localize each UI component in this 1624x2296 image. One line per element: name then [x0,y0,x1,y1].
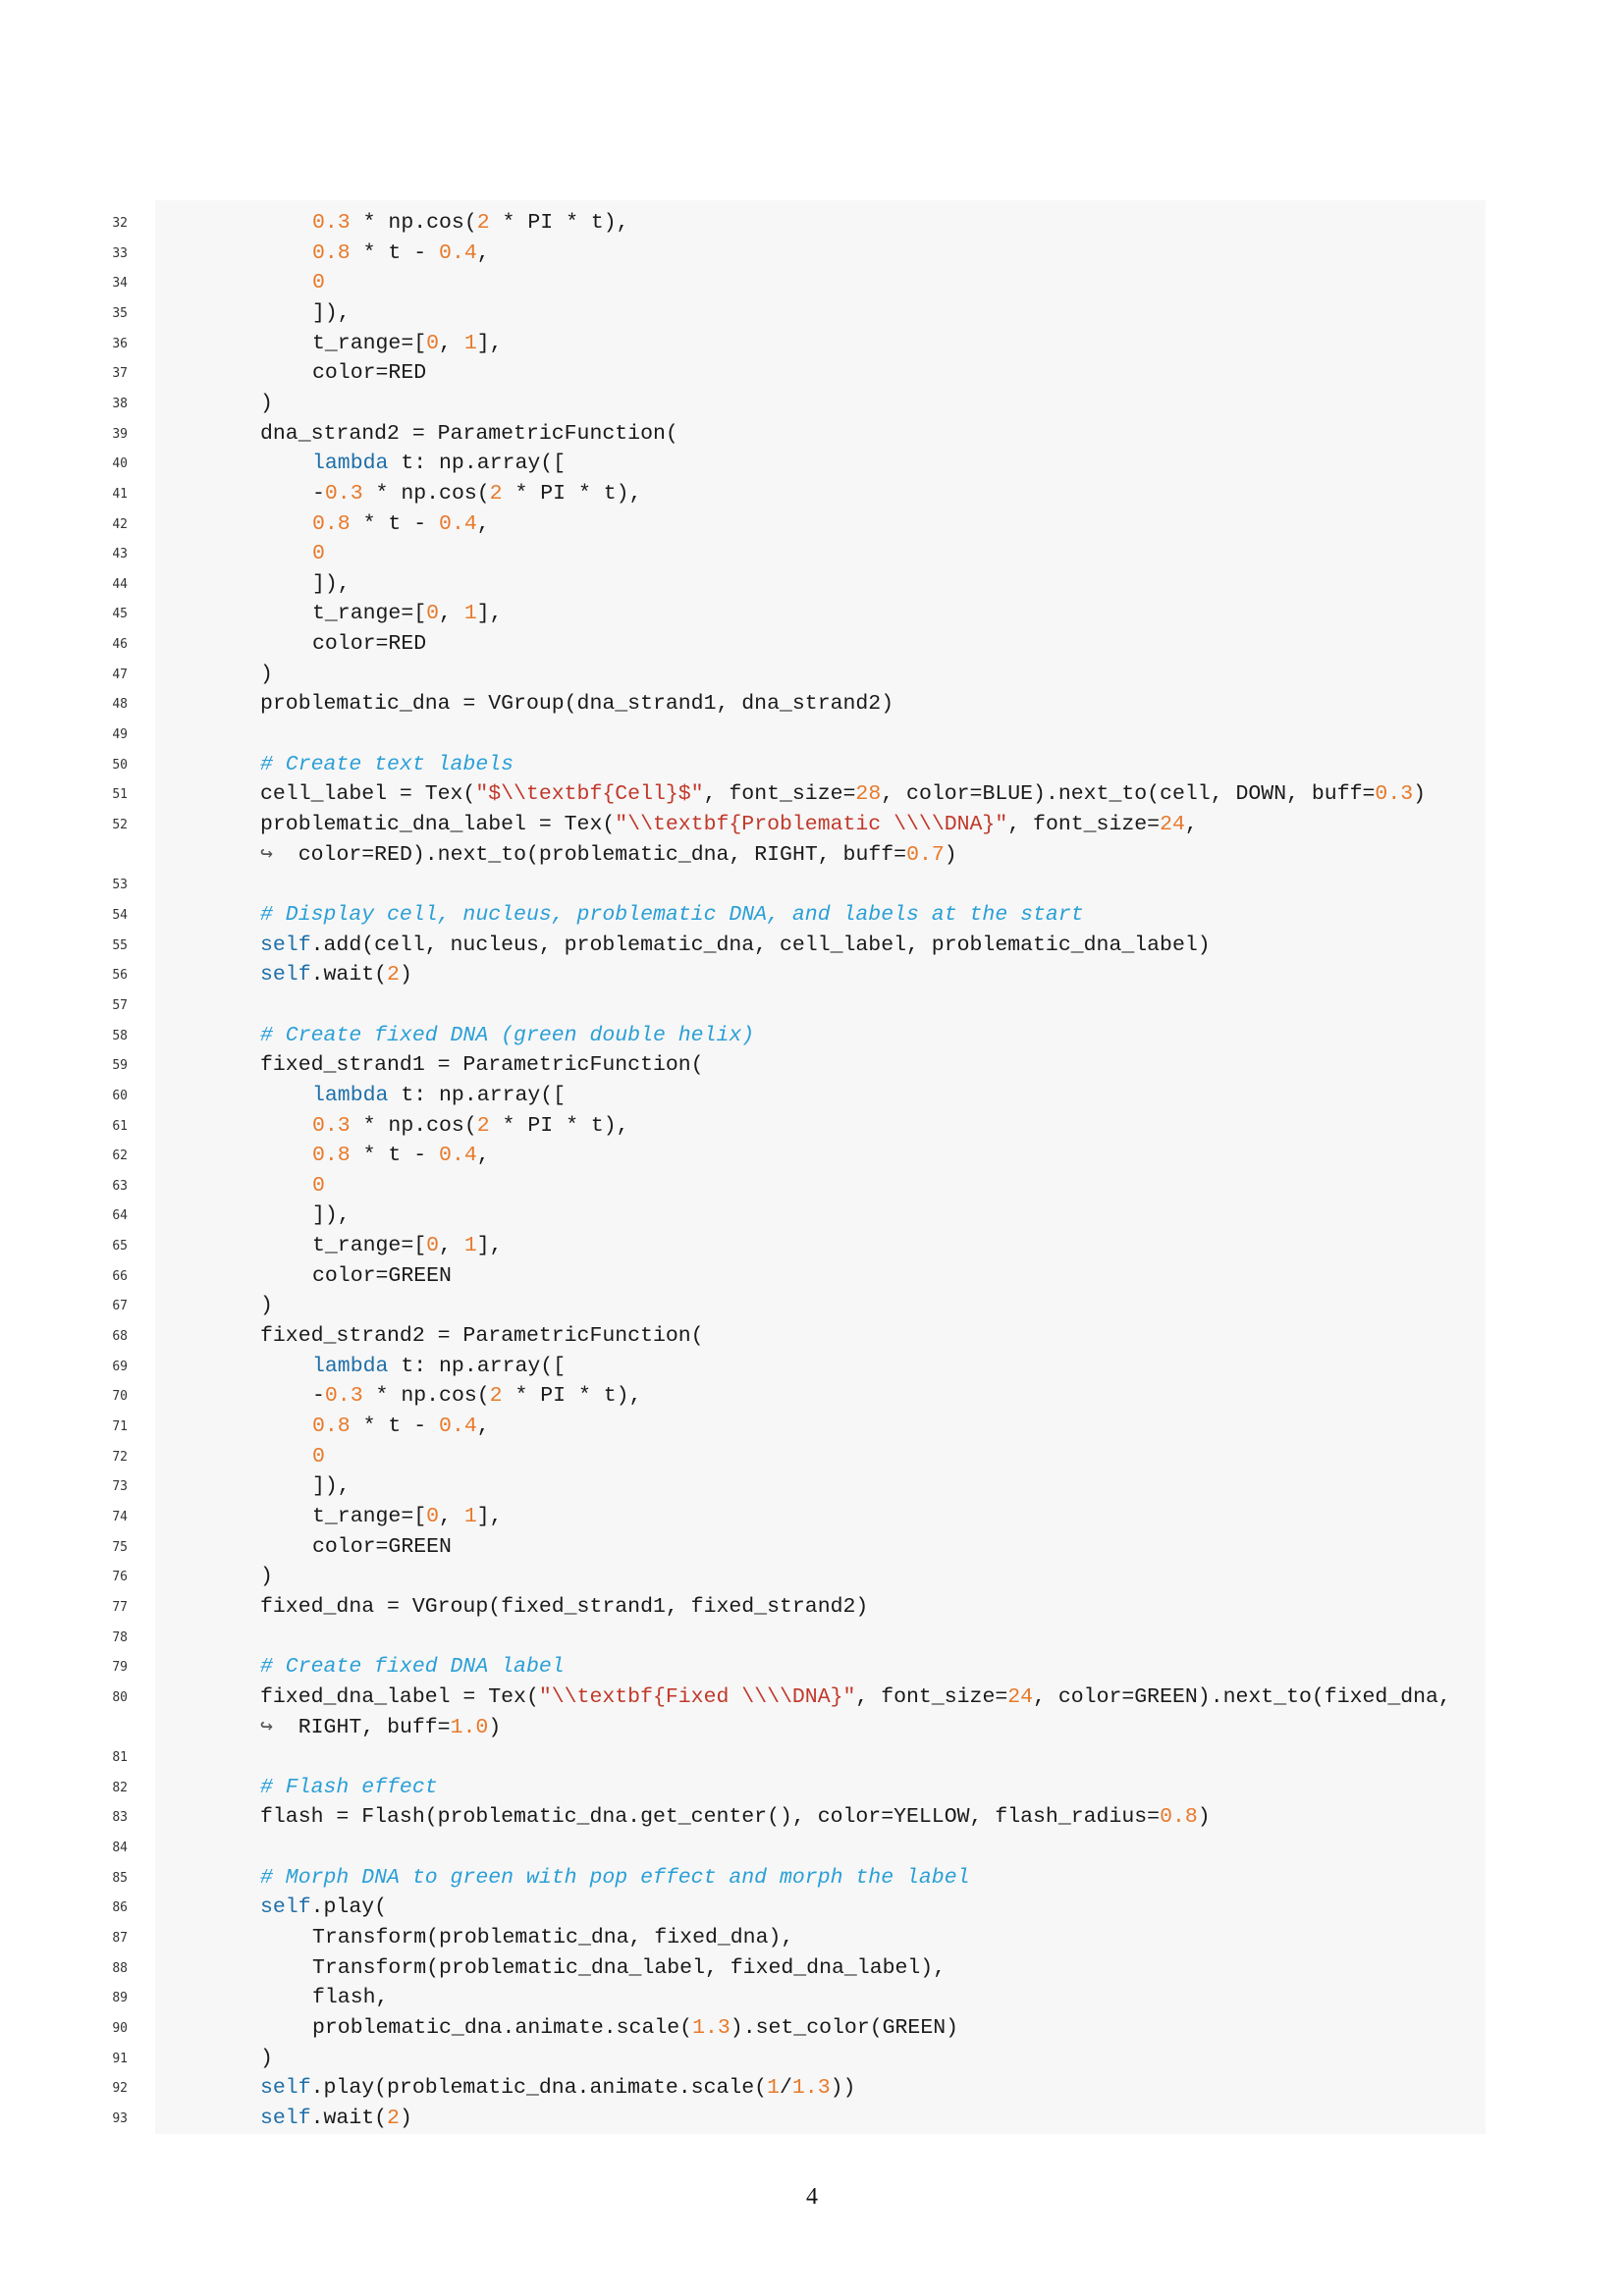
code-text: , font_size= [703,782,856,807]
code-keyword: lambda [312,1354,389,1378]
code-text: , font_size= [1007,813,1161,836]
code-number: 0 [312,1444,325,1468]
code-text: , [476,511,490,536]
code-text: , [1184,813,1198,836]
code-text: problematic_dna = VGroup(dna_strand1, dna_strand2) [260,692,894,717]
line-number: 69 [112,1359,128,1374]
code-text: ) [260,662,273,686]
code-text: * np.cos( [362,481,490,506]
line-number: 64 [112,1208,128,1224]
code-text: * t - [350,1415,440,1438]
code-number: 0 [426,331,440,355]
code-number: 24 [1007,1684,1034,1709]
line-number: 71 [112,1419,128,1434]
code-text: ) [399,2106,412,2130]
code-text: , color=BLUE).next_to(cell, DOWN, buff= [881,782,1376,807]
code-text: t_range=[ [312,1234,427,1258]
code-text: ) [260,1565,273,1589]
code-number: 28 [855,782,882,807]
code-line [260,900,1084,930]
code-text: .add(cell, nucleus, problematic_dna, cell_label, problematic_dna_label) [310,933,1211,957]
code-line [260,960,412,989]
code-text: * PI * t), [489,211,629,235]
code-text: , color=GREEN).next_to(fixed_dna, [1033,1684,1451,1709]
code-line [260,1562,273,1591]
code-text: color=RED [312,361,427,386]
code-line [312,1231,503,1260]
code-line [260,1682,1451,1712]
code-string: "$\\textbf{Cell}$" [475,782,704,807]
code-line [260,750,514,779]
code-number: 1 [767,2076,780,2101]
code-keyword: lambda [312,1083,389,1107]
code-text: t_range=[ [312,1504,427,1528]
code-number: 1.3 [692,2016,731,2040]
code-text: ]), [312,1474,351,1499]
line-number: 59 [112,1058,128,1074]
code-line [312,1923,793,1952]
code-text: ]), [312,300,351,325]
line-number: 84 [112,1841,128,1856]
code-text: t: np.array([ [388,1354,567,1378]
code-line [260,810,1198,839]
line-number: 82 [112,1780,128,1795]
code-text: fixed_dna_label = Tex( [260,1684,539,1709]
code-number: 0.3 [1375,782,1414,807]
code-line [312,1502,503,1531]
code-number: 0 [312,1173,325,1198]
code-text: color=GREEN [312,1534,452,1559]
code-line [260,689,893,719]
code-line [312,569,351,599]
code-text: * PI * t), [489,1113,629,1138]
line-number: 55 [112,937,128,953]
code-text: color=RED).next_to(problematic_dna, RIGHT, buff= [272,842,907,867]
line-number: 53 [112,878,128,893]
code-keyword: self [260,933,311,957]
code-line [312,449,566,478]
code-text: ]), [312,1203,351,1228]
line-wrap-arrow: ↪ [260,1715,273,1739]
code-line [260,779,1426,809]
code-line [260,1592,868,1622]
code-text: Transform(problematic_dna_label, fixed_dna_label), [312,1955,947,1980]
code-number: 1.0 [450,1715,489,1739]
code-line [312,629,426,659]
code-number: 2 [489,481,503,506]
line-number: 46 [112,637,128,653]
line-wrap-arrow: ↪ [260,842,273,867]
line-number: 47 [112,667,128,682]
code-number: 0.4 [439,511,477,536]
code-number: 2 [476,211,490,235]
line-number: 83 [112,1810,128,1826]
line-number: 57 [112,997,128,1013]
line-number: 67 [112,1299,128,1314]
code-text: - [312,1384,325,1409]
code-line [312,1532,452,1562]
code-line [312,1111,629,1141]
code-number: 2 [476,1113,490,1138]
line-number: 85 [112,1870,128,1886]
line-number: 42 [112,516,128,532]
code-text: problematic_dna_label = Tex( [260,813,616,836]
code-number: 0.8 [312,240,351,265]
code-line [312,1352,566,1381]
code-text: ], [476,602,503,626]
code-number: 0.4 [439,1144,477,1168]
line-number: 49 [112,727,128,743]
code-comment: # Flash effect [260,1775,438,1799]
code-line [312,509,490,539]
code-text: * t - [350,240,440,265]
code-line [260,1863,970,1893]
code-comment: # Morph DNA to green with pop effect and morph the label [260,1865,970,1890]
line-number: 58 [112,1028,128,1043]
code-line [260,660,273,689]
line-number: 37 [112,366,128,382]
line-number: 33 [112,245,128,261]
code-text: , [476,240,490,265]
line-number: 73 [112,1479,128,1495]
code-text: dna_strand2 = ParametricFunction( [260,421,678,446]
code-text: fixed_strand1 = ParametricFunction( [260,1053,704,1078]
code-text: ) [399,963,412,988]
code-text: , [476,1144,490,1168]
code-number: 0.4 [439,1415,477,1438]
code-line [312,208,629,238]
code-line [260,840,957,870]
code-number: 0.8 [312,511,351,536]
code-text: ], [476,1234,503,1258]
code-line [312,1953,946,1983]
code-line [260,1713,501,1742]
code-line [260,2073,855,2103]
code-number: 0 [312,542,325,566]
code-line [312,1081,566,1110]
line-number: 72 [112,1449,128,1465]
code-text: .wait( [310,963,388,988]
code-text: ], [476,331,503,355]
code-line [312,1471,351,1501]
code-text: ) [260,2046,273,2070]
code-comment: # Create text labels [260,752,514,776]
code-text: , [476,1415,490,1438]
code-line [312,479,642,508]
code-text: ) [488,1715,502,1739]
code-number: 0.7 [906,842,945,867]
code-text: ]), [312,571,351,596]
code-number: 1 [463,331,477,355]
code-number: 0.8 [1160,1805,1198,1830]
code-text: , [439,1234,464,1258]
line-number: 38 [112,396,128,411]
code-line [260,1321,704,1351]
code-line [312,329,503,358]
code-text: flash = Flash(problematic_dna.get_center(), color=YELLOW, flash_radius= [260,1805,1161,1830]
code-number: 0.8 [312,1415,351,1438]
code-line [260,1802,1211,1832]
code-number: 0 [426,602,440,626]
line-number: 40 [112,456,128,472]
line-number: 63 [112,1178,128,1194]
code-text: * t - [350,511,440,536]
line-number: 60 [112,1088,128,1103]
line-number: 90 [112,2021,128,2036]
code-number: 0.3 [324,481,363,506]
line-number: 77 [112,1599,128,1615]
code-text: * np.cos( [350,1113,477,1138]
code-number: 0 [426,1234,440,1258]
code-keyword: self [260,2076,311,2101]
line-number: 78 [112,1629,128,1645]
code-text: ) [260,1294,273,1318]
code-line [312,2013,958,2043]
code-line [312,599,503,628]
code-line [312,1983,388,2012]
code-line [312,1141,490,1170]
line-number: 39 [112,426,128,442]
code-text: , font_size= [855,1684,1008,1709]
code-text: ) [260,391,273,415]
code-line [312,539,325,568]
code-line [312,298,351,328]
line-number: 88 [112,1960,128,1976]
code-text: .play(problematic_dna.animate.scale( [310,2076,768,2101]
line-number: 65 [112,1239,128,1255]
line-number: 52 [112,818,128,832]
code-number: 2 [489,1384,503,1409]
code-line [260,389,273,418]
code-text: ], [476,1504,503,1528]
line-number: 70 [112,1389,128,1405]
code-number: 2 [387,963,400,988]
code-comment: # Display cell, nucleus, problematic DNA, and labels at the start [260,902,1084,927]
code-text: .play( [310,1896,388,1920]
line-number: 81 [112,1750,128,1766]
line-number: 56 [112,968,128,984]
code-keyword: self [260,1896,311,1920]
code-line [312,1171,325,1201]
code-text: , [439,602,464,626]
code-line [260,419,678,449]
line-number: 89 [112,1991,128,2006]
code-text: problematic_dna.animate.scale( [312,2016,693,2040]
code-text: * np.cos( [350,211,477,235]
code-text: t_range=[ [312,602,427,626]
line-number: 54 [112,907,128,923]
code-text: cell_label = Tex( [260,782,476,807]
line-number: 74 [112,1509,128,1524]
page-number: 4 [806,2184,818,2210]
code-text: flash, [312,1986,389,2010]
code-line [260,2104,412,2133]
code-line [260,1291,273,1320]
code-text: * t - [350,1144,440,1168]
code-number: 1 [463,1504,477,1528]
code-text: ) [944,842,957,867]
code-line [312,1412,490,1441]
code-text: color=GREEN [312,1263,452,1288]
line-number: 62 [112,1148,128,1164]
code-line [312,1381,642,1411]
code-number: 24 [1160,813,1185,836]
line-number: 91 [112,2051,128,2066]
line-number: 43 [112,547,128,562]
code-text: Transform(problematic_dna, fixed_dna), [312,1926,794,1950]
code-text: t: np.array([ [388,1083,567,1107]
code-text: fixed_strand2 = ParametricFunction( [260,1324,704,1349]
line-number: 86 [112,1900,128,1916]
line-number: 87 [112,1931,128,1947]
code-number: 0.3 [312,211,351,235]
code-number: 0.3 [324,1384,363,1409]
line-number: 68 [112,1329,128,1345]
code-text: fixed_dna = VGroup(fixed_strand1, fixed_strand2) [260,1594,869,1619]
code-text: t_range=[ [312,331,427,355]
code-line [260,1021,754,1050]
line-number: 80 [112,1689,128,1705]
code-line [312,268,325,297]
code-comment: # Create fixed DNA (green double helix) [260,1023,755,1047]
code-number: 0.4 [439,240,477,265]
code-number: 1.3 [791,2076,831,2101]
code-text: )) [830,2076,856,2101]
code-line [260,1050,704,1080]
code-line [260,931,1211,960]
code-line [312,1442,325,1471]
line-number: 66 [112,1268,128,1284]
line-number: 34 [112,276,128,292]
line-number: 48 [112,697,128,713]
code-text: - [312,481,325,506]
code-line [260,1893,387,1922]
code-line [260,2044,273,2073]
code-text: * PI * t), [502,481,642,506]
code-line [312,239,490,268]
code-keyword: self [260,2106,311,2130]
line-number: 76 [112,1570,128,1585]
line-number: 50 [112,757,128,773]
code-number: 0 [426,1504,440,1528]
code-number: 1 [463,1234,477,1258]
line-number: 75 [112,1539,128,1555]
code-string: "\\textbf{Fixed \\\\DNA}" [538,1684,856,1709]
code-text: , [439,1504,464,1528]
line-number: 93 [112,2110,128,2126]
code-text: * PI * t), [502,1384,642,1409]
code-text: color=RED [312,632,427,657]
code-line [260,1652,565,1682]
code-line [260,1773,438,1802]
code-text: , [439,331,464,355]
code-line [312,358,426,388]
line-number: 44 [112,576,128,592]
line-number: 32 [112,216,128,231]
code-line [312,1201,351,1230]
code-keyword: lambda [312,452,389,476]
code-text: t: np.array([ [388,452,567,476]
code-text: * np.cos( [362,1384,490,1409]
line-number: 92 [112,2081,128,2097]
code-text: ) [1413,782,1427,807]
code-number: 1 [463,602,477,626]
code-number: 0 [312,271,325,295]
code-text: / [780,2076,792,2101]
code-text: .wait( [310,2106,388,2130]
line-number: 61 [112,1118,128,1134]
code-number: 0.3 [312,1113,351,1138]
code-string: "\\textbf{Problematic \\\\DNA}" [615,813,1008,836]
line-number: 79 [112,1660,128,1676]
code-comment: # Create fixed DNA label [260,1655,565,1680]
line-number: 36 [112,336,128,351]
code-line [312,1261,452,1291]
code-text: ) [1197,1805,1211,1830]
line-number: 45 [112,607,128,622]
line-number: 51 [112,787,128,803]
code-number: 2 [387,2106,400,2130]
code-text: RIGHT, buff= [272,1715,451,1739]
code-text: ).set_color(GREEN) [730,2016,959,2040]
line-number: 35 [112,305,128,321]
code-keyword: self [260,963,311,988]
code-number: 0.8 [312,1144,351,1168]
line-number: 41 [112,486,128,502]
